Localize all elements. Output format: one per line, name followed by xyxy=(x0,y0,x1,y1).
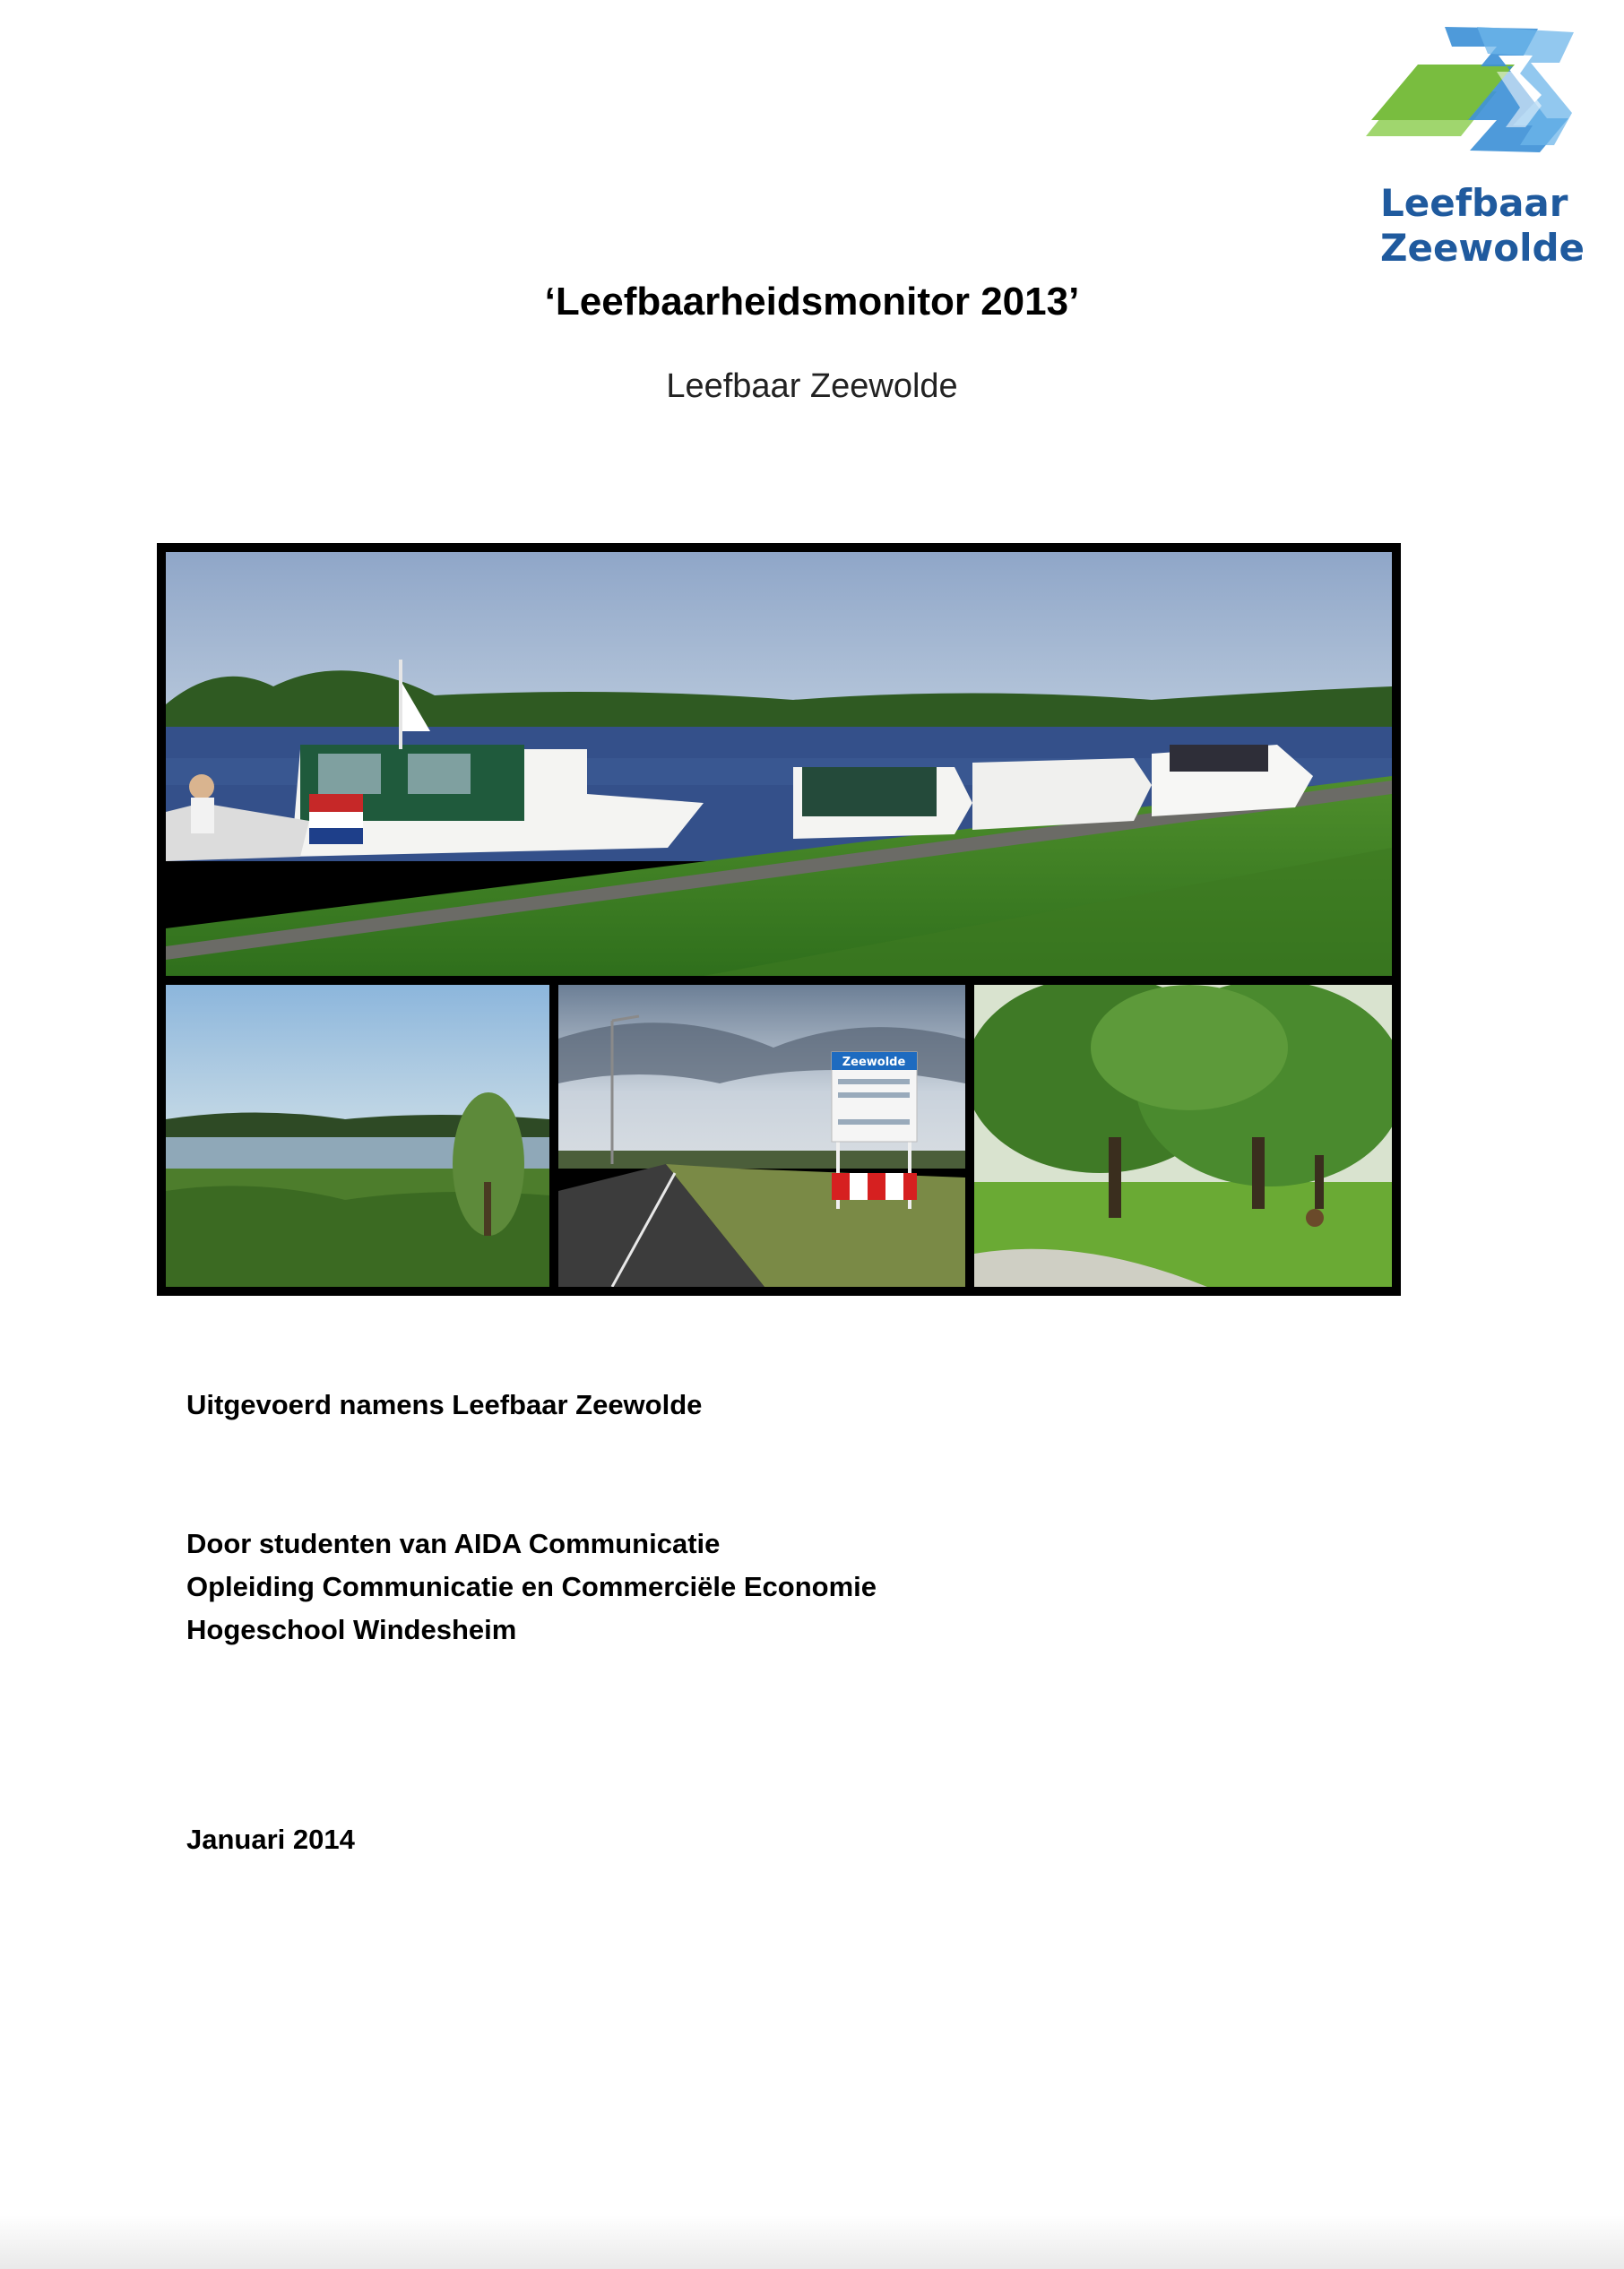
logo-text-line1: Leefbaar xyxy=(1380,181,1568,225)
logo-mark-icon xyxy=(1362,20,1577,181)
report-title: ‘Leefbaarheidsmonitor 2013’ xyxy=(544,280,1080,324)
lake-landscape-photo xyxy=(166,985,549,1287)
sign-text: Zeewolde xyxy=(842,1056,906,1069)
harbour-boats-photo xyxy=(166,552,1392,976)
leefbaar-zeewolde-logo xyxy=(1362,20,1585,271)
logo-wordmark xyxy=(1380,181,1586,271)
page-bottom-shade xyxy=(0,2215,1624,2269)
road-sign-photo xyxy=(558,985,965,1287)
authors-line-2: Opleiding Communicatie en Commerciële Economie xyxy=(186,1571,877,1602)
park-trees-photo xyxy=(974,985,1392,1287)
commissioned-by-text: Uitgevoerd namens Leefbaar Zeewolde xyxy=(186,1389,703,1420)
logo-text-line2: Zeewolde xyxy=(1380,226,1585,270)
photo-collage xyxy=(157,543,1401,1296)
authors-line-3: Hogeschool Windesheim xyxy=(186,1614,517,1645)
report-subtitle: Leefbaar Zeewolde xyxy=(666,367,958,405)
report-date: Januari 2014 xyxy=(186,1824,355,1855)
authors-line-1: Door studenten van AIDA Communicatie xyxy=(186,1528,721,1559)
